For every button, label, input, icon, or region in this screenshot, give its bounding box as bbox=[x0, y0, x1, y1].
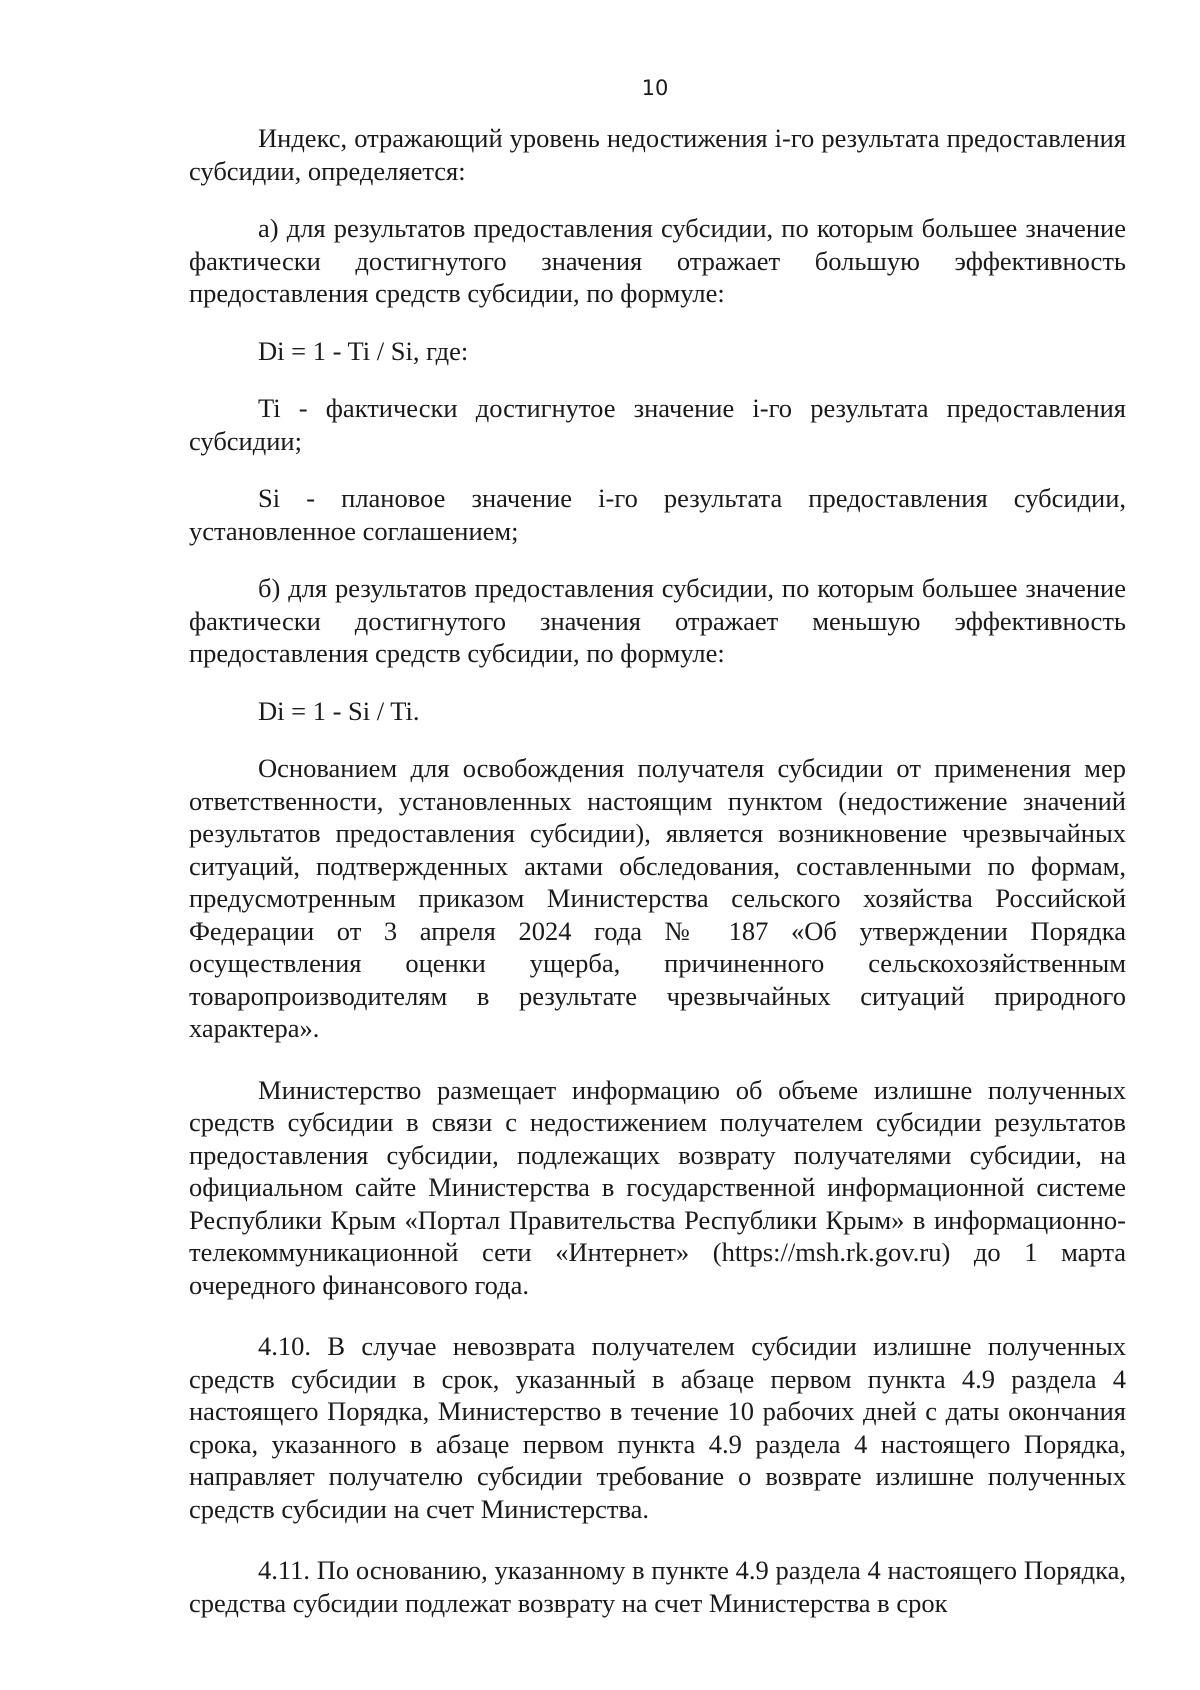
document-body bbox=[189, 122, 1126, 1619]
formula-a: Di = 1 - Ti / Si, где: bbox=[258, 335, 469, 366]
paragraph-index-definition: Индекс, отражающий уровень недостижения i-го результата предоставления субсидии, определяется: bbox=[189, 123, 1126, 186]
paragraph-clause-4-10: 4.10. В случае невозврата получателем субсидии излишне полученных средств субсидии в срок, указанный в абзаце первом пункта 4.9 раздела 4 настоящего Порядка, Министерство в течение 10 рабочих дней с даты окончания срока, указанного в абзаце первом пункта 4.9 раздела 4 настоящего Порядка, направляет получателю субсидии требование о возврате излишне полученных средств субсидии на счет Министерства. bbox=[189, 1331, 1126, 1524]
formula-b: Di = 1 - Si / Ti. bbox=[258, 695, 420, 726]
paragraph-clause-4-11: 4.11. По основанию, указанному в пункте 4.9 раздела 4 настоящего Порядка, средства субсидии подлежат возврату на счет Министерства в срок bbox=[189, 1555, 1126, 1618]
page-number: 10 bbox=[641, 76, 669, 100]
paragraph-si-definition: Si - плановое значение i-го результата предоставления субсидии, установленное соглашением; bbox=[189, 483, 1126, 546]
paragraph-ti-definition: Ti - фактически достигнутое значение i-го результата предоставления субсидии; bbox=[189, 393, 1126, 456]
paragraph-case-b: б) для результатов предоставления субсидии, по которым большее значение фактически достигнутого значения отражает меньшую эффективность предоставления средств субсидии, по формуле: bbox=[189, 573, 1126, 668]
paragraph-exemption-basis: Основанием для освобождения получателя субсидии от применения мер ответственности, установленных настоящим пунктом (недостижение значений результатов предоставления субсидии), является возникновение чрезвычайных ситуаций, подтвержденных актами обследования, составленными по формам, предусмотренным приказом Министерства сельского хозяйства Российской Федерации от 3 апреля 2024 года № 187 «Об утверждении Порядка осуществления оценки ущерба, причиненного сельскохозяйственным товаропроизводителям в результате чрезвычайных ситуаций природного характера». bbox=[189, 753, 1126, 1043]
paragraph-ministry-publication: Министерство размещает информацию об объеме излишне полученных средств субсидии в связи с недостижением получателем субсидии результатов предоставления субсидии, подлежащих возврату получателями субсидии, на официальном сайте Министерства в государственной информационной системе Республики Крым «Портал Правительства Республики Крым» в информационно-телекоммуникационной сети «Интернет» (https://msh.rk.gov.ru) до 1 марта очередного финансового года. bbox=[189, 1074, 1126, 1300]
paragraph-case-a: а) для результатов предоставления субсидии, по которым большее значение фактически достигнутого значения отражает большую эффективность предоставления средств субсидии, по формуле: bbox=[189, 213, 1126, 308]
